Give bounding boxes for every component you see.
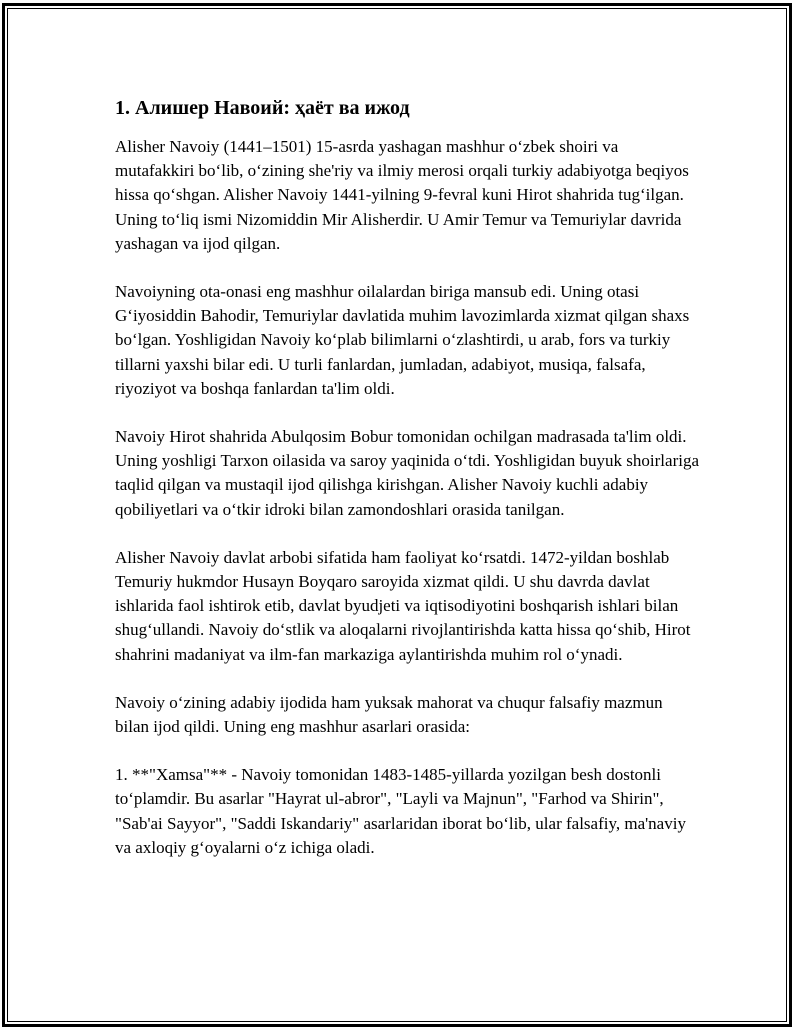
- paragraph-literary-work: Navoiy oʻzining adabiy ijodida ham yuksak mahorat va chuqur falsafiy mazmun bilan ijod qildi. Uning eng mashhur asarlari orasida:: [115, 692, 663, 737]
- paragraph-statesman: Alisher Navoiy davlat arbobi sifatida ham faoliyat koʻrsatdi. 1472-yildan boshlab Temuriy hukmdor Husayn Boyqaro saroyida xizmat qildi. U shu davrda davlat ishlarida faol ishtirok etib, davlat byudjeti va iqtisodiyotini boshqarish ishlari bilan shugʻullandi. Navoiy doʻstlik va aloqalarni rivojlantirishda katta hissa qoʻshib, Hirot shahrini madaniyat va ilm-fan markaziga aylantirishda muhim rol oʻynadi.: [115, 547, 691, 664]
- paragraph-xamsa: 1. **"Xamsa"** - Navoiy tomonidan 1483-1485-yillarda yozilgan besh dostonli toʻplamdir. Bu asarlar "Hayrat ul-abror", "Layli va Majnun", "Farhod va Shirin", "Sab'ai Sayyor", "Saddi Iskandariy" asarlaridan iborat boʻlib, ular falsafiy, ma'naviy va axloqiy gʻoyalarni oʻz ichiga oladi.: [115, 765, 686, 857]
- document-body: [115, 95, 700, 884]
- paragraph-biography-intro: Alisher Navoiy (1441–1501) 15-asrda yashagan mashhur oʻzbek shoiri va mutafakkiri boʻlib, oʻzining she'riy va ilmiy merosi orqali turkiy adabiyotga beqiyos hissa qoʻshgan. Alisher Navoiy 1441-yilning 9-fevral kuni Hirot shahrida tugʻilgan. Uning toʻliq ismi Nizomiddin Mir Alisherdir. U Amir Temur va Temuriylar davrida yashagan va ijod qilgan.: [115, 137, 689, 253]
- paragraph-family: Navoiyning ota-onasi eng mashhur oilalardan biriga mansub edi. Uning otasi Gʻiyosiddin Bahodir, Temuriylar davlatida muhim lavozimlarda xizmat qilgan shaxs boʻlgan. Yoshligidan Navoiy koʻplab bilimlarni oʻzlashtirdi, u arab, fors va turkiy tillarni yaxshi bilar edi. U turli fanlardan, jumladan, adabiyot, musiqa, falsafa, riyoziyot va boshqa fanlardan ta'lim oldi.: [115, 282, 690, 398]
- paragraph-education: Navoiy Hirot shahrida Abulqosim Bobur tomonidan ochilgan madrasada ta'lim oldi. Uning yoshligi Tarxon oilasida va saroy yaqinida oʻtdi. Yoshligidan buyuk shoirlariga taqlid qilgan va mustaqil ijod qilishga kirishgan. Alisher Navoiy kuchli adabiy qobiliyetlari va oʻtkir idroki bilan zamondoshlari orasida tanilgan.: [115, 427, 699, 519]
- section-heading: 1. Алишер Навоий: ҳаёт ва ижод: [115, 97, 410, 119]
